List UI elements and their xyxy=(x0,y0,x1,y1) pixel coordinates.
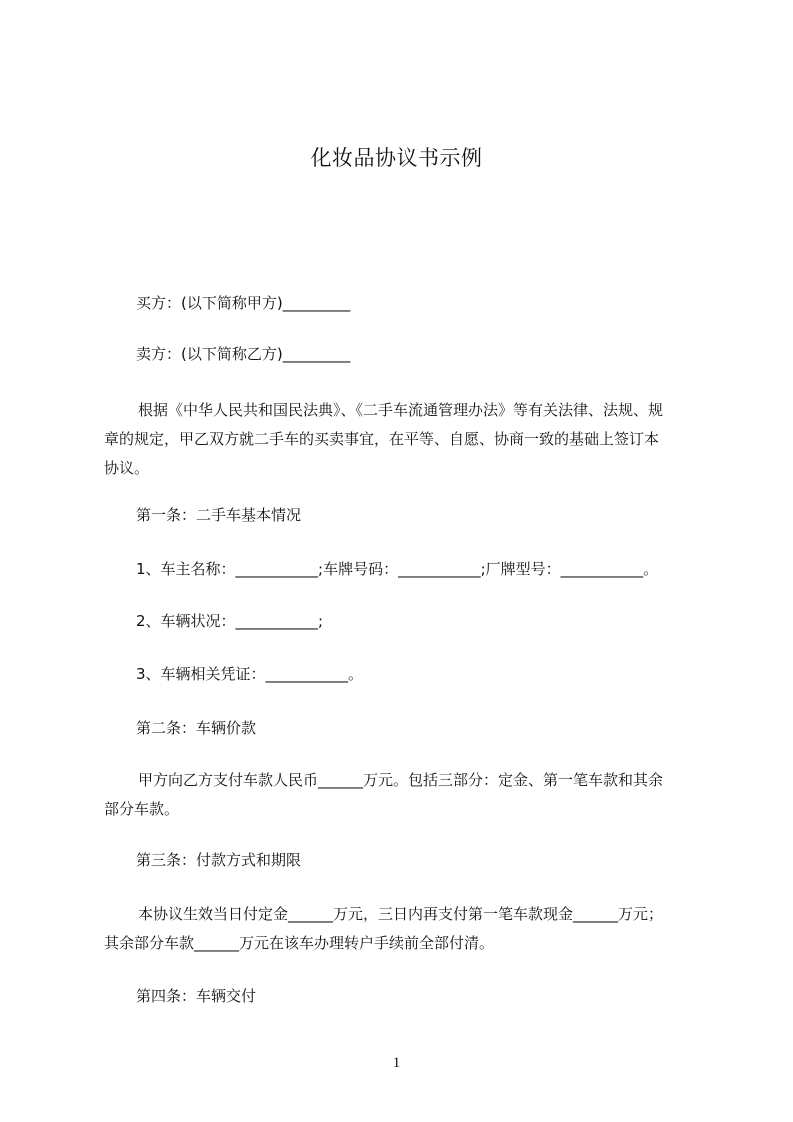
article-1-item-2: 2、车辆状况：___________; xyxy=(136,612,324,630)
seller-line: 卖方：(以下简称乙方)_________ xyxy=(136,345,351,363)
article-2-heading: 第二条：车辆价款 xyxy=(136,719,257,737)
preamble-paragraph xyxy=(104,396,704,483)
preamble-line-3: 协议。 xyxy=(104,459,150,477)
article-1-heading: 第一条：二手车基本情况 xyxy=(136,506,302,524)
article-3-line-2: 其余部分车款______万元在该车办理转户手续前全部付清。 xyxy=(104,934,495,952)
preamble-line-1: 根据《中华人民共和国民法典》、《二手车流通管理办法》等有关法律、法规、规 xyxy=(138,401,664,419)
article-2-line-1: 甲方向乙方支付车款人民币______万元。包括三部分：定金、第一笔车款和其余 xyxy=(138,771,664,789)
article-1-item-3: 3、车辆相关凭证：___________。 xyxy=(136,665,364,683)
article-3-paragraph xyxy=(104,900,704,958)
article-1-item-1: 1、车主名称：___________;车牌号码：___________;厂牌型号：___________。 xyxy=(136,560,659,578)
page-number: 1 xyxy=(392,1055,401,1071)
article-2-line-2: 部分车款。 xyxy=(104,800,180,818)
article-3-line-1: 本协议生效当日付定金______万元，三日内再支付第一笔车款现金______万元； xyxy=(138,905,664,923)
article-4-heading: 第四条：车辆交付 xyxy=(136,987,257,1005)
preamble-line-2: 章的规定，甲乙双方就二手车的买卖事宜，在平等、自愿、协商一致的基础上签订本 xyxy=(104,430,660,448)
document-title: 化妆品协议书示例 xyxy=(310,146,483,170)
article-3-heading: 第三条：付款方式和期限 xyxy=(136,851,302,869)
buyer-line: 买方：(以下简称甲方)_________ xyxy=(136,294,351,312)
article-2-paragraph xyxy=(104,766,704,824)
